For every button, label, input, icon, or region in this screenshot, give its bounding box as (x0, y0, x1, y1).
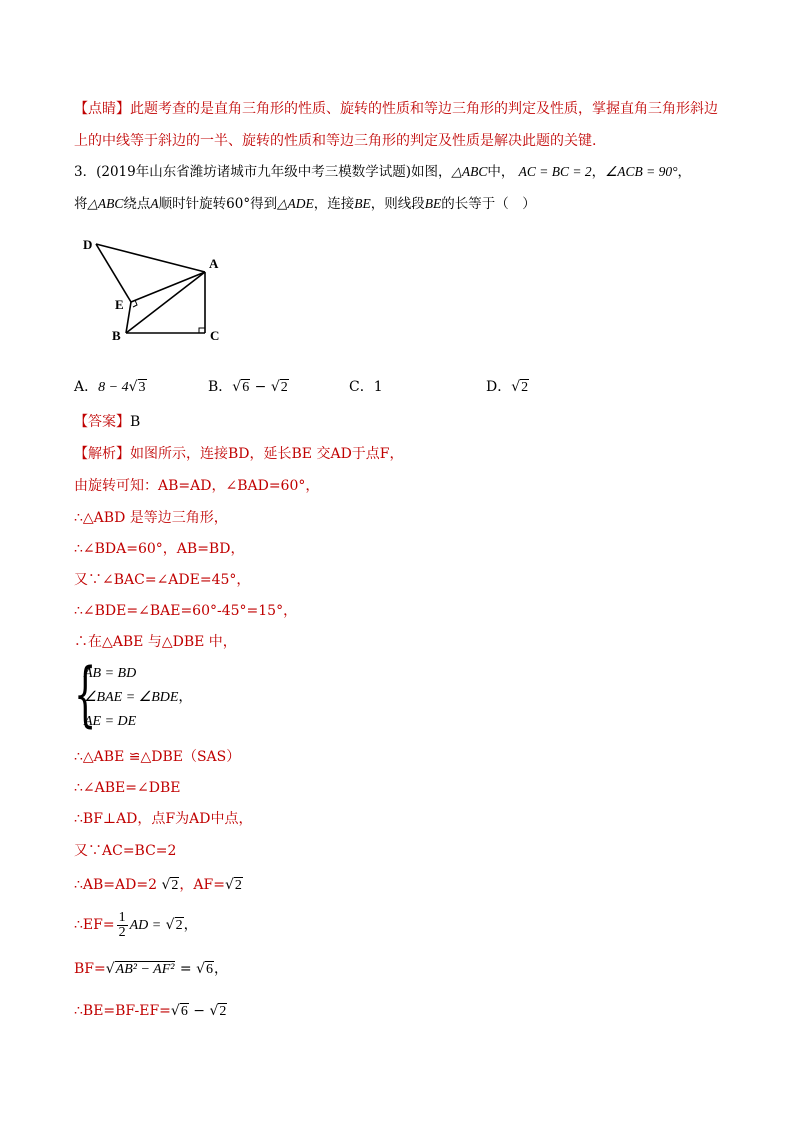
q2-c: 顺时针旋转 (158, 196, 227, 212)
option-b-letter: B． (208, 379, 233, 395)
ef-line-a: ∴EF= (74, 917, 115, 933)
bf-line-c: ， (214, 961, 229, 977)
ef-line-sqrt: √2 (165, 917, 183, 933)
q2-g: 的长等于（ ） (441, 196, 536, 212)
question-cond2: ∠ACB = 90° (605, 164, 678, 179)
be-line-rad: 6 (180, 1004, 188, 1019)
bf-line-sqrt2: √6 (196, 961, 214, 977)
dianjing-line2: 上的中线等于斜边的一半、旋转的性质和等边三角形的判定及性质是解决此题的关键. (74, 133, 597, 149)
label-c: C (210, 328, 220, 343)
option-a-sqrt: √3 (128, 379, 146, 395)
question-line2 (74, 195, 536, 213)
analysis-step-6: ∴在△ABE 与△DBE 中， (74, 634, 237, 650)
question-text-a: 如图， (410, 164, 452, 180)
bf-line-sqrt: √AB² − AF² (105, 961, 175, 977)
ef-line-b: AD = (129, 918, 162, 933)
segment-de (96, 244, 131, 302)
ef-fraction (117, 911, 128, 940)
option-d-letter: D． (486, 379, 512, 395)
q2-tri: △ABC (87, 196, 124, 211)
bf-line-rad2: 6 (206, 962, 214, 977)
question-line1 (74, 163, 691, 181)
label-a: A (209, 256, 219, 271)
ab-line-b: ，AF= (179, 877, 225, 893)
bf-line-b: = (175, 961, 197, 977)
be-line-rad2: 2 (219, 1004, 227, 1019)
analysis-step-4: 又∵∠BAC=∠ADE=45°， (74, 572, 251, 588)
dianjing-tag: 【点睛】 (74, 101, 130, 117)
option-b-rad2: 2 (280, 380, 288, 395)
option-b[interactable] (208, 378, 289, 397)
option-a-rad: 3 (138, 380, 146, 395)
option-a[interactable] (74, 378, 147, 397)
answer-value: B (130, 414, 141, 430)
analysis-tag: 【解析】 (74, 446, 130, 462)
ab-line-rad: 2 (171, 878, 179, 893)
bf-line-a: BF= (74, 961, 106, 977)
system-line-2 (84, 686, 192, 710)
option-c-text: 1 (373, 379, 383, 395)
option-d-rad: 2 (521, 380, 529, 395)
option-c[interactable] (349, 378, 383, 396)
label-b: B (112, 328, 121, 343)
analysis-step-9: ∴BF⊥AD，点F为AD中点， (74, 811, 253, 827)
ab-line-sqrt: √2 (161, 877, 179, 893)
option-b-sqrt1: √6 (232, 379, 250, 395)
segment-da (96, 244, 205, 272)
equation-system (74, 653, 234, 736)
option-b-rad1: 6 (242, 380, 250, 395)
system-line-3: AE = DE (84, 714, 137, 729)
analysis-step-7: ∴△ABE ≌△DBE（SAS） (74, 749, 241, 765)
q2-e: ，连接 (313, 196, 355, 212)
ef-line-c: ， (183, 917, 198, 933)
answer-tag: 【答案】 (74, 414, 130, 430)
system-lines (84, 662, 192, 734)
dianjing-text1: 此题考查的是直角三角形的性质、旋转的性质和等边三角形的判定及性质，掌握直角三角形斜边 (130, 101, 718, 117)
option-b-sqrt2: √2 (270, 379, 288, 395)
segment-ea (131, 272, 205, 302)
analysis-step-8: ∴∠ABE=∠DBE (74, 780, 181, 796)
question-number: 3． (74, 164, 97, 180)
q2-f: ，则线段 (370, 196, 425, 212)
ab-line-a: ∴AB=AD=2 (74, 877, 158, 893)
analysis-step-2: ∴△ABD 是等边三角形， (74, 510, 228, 526)
q2-tri2: △ADE (277, 196, 314, 211)
question-source: (2019年山东省潍坊诸城市九年级中考三模数学试题) (96, 164, 411, 180)
system-line-2-text: ∠BAE = ∠BDE (84, 690, 179, 705)
ef-den: 2 (118, 924, 126, 940)
analysis-bf-line (74, 960, 228, 979)
q2-b: 绕点 (123, 196, 151, 212)
q2-a: 将 (74, 196, 88, 212)
analysis-step-1: 由旋转可知：AB=AD，∠BAD=60°， (74, 478, 320, 494)
q2-d: 得到 (250, 196, 278, 212)
analysis-step-10: 又∵AC=BC=2 (74, 843, 177, 859)
ef-num: 1 (118, 909, 126, 925)
be-line-sqrt: √6 (170, 1003, 188, 1019)
dianjing-line1 (74, 100, 718, 118)
left-brace-icon: { (74, 653, 97, 735)
q2-angle: 60° (226, 196, 251, 212)
question-text-b: 中， (487, 164, 515, 180)
be-line-sqrt2: √2 (209, 1003, 227, 1019)
q2-be2: BE (424, 196, 442, 211)
be-line-minus: − (188, 1003, 210, 1019)
label-e: E (115, 297, 124, 312)
q2-pt: A (150, 196, 159, 211)
analysis-ab-line (74, 876, 243, 895)
be-line-a: ∴BE=BF-EF= (74, 1003, 171, 1019)
analysis-be-line (74, 1002, 227, 1021)
system-tail: ， (178, 690, 193, 705)
option-a-letter: A． (74, 379, 99, 395)
option-a-text: 8 − 4 (98, 380, 129, 395)
ab-line-sqrt2: √2 (224, 877, 242, 893)
geometry-figure (74, 232, 234, 347)
analysis-step-3: ∴∠BDA=60°，AB=BD， (74, 541, 245, 557)
bf-line-rad: AB² − AF² (115, 962, 175, 977)
option-b-minus: − (250, 379, 271, 395)
ef-line-rad: 2 (175, 918, 183, 933)
label-d: D (83, 237, 93, 252)
analysis-step-5: ∴∠BDE=∠BAE=60°-45°=15°， (74, 603, 298, 619)
segment-ba (126, 272, 205, 333)
option-c-letter: C． (349, 379, 374, 395)
segment-eb (126, 302, 131, 333)
analysis-ef-line (74, 910, 198, 941)
question-end: ， (677, 164, 692, 180)
q2-be: BE (354, 196, 371, 211)
answer-line (74, 413, 140, 431)
analysis-intro-text: 如图所示，连接BD，延长BE 交AD于点F， (130, 446, 404, 462)
option-d[interactable] (486, 378, 529, 397)
analysis-intro (74, 445, 404, 463)
option-d-sqrt: √2 (511, 379, 529, 395)
ab-line-rad2: 2 (234, 878, 242, 893)
question-sep: ， (591, 164, 606, 180)
question-cond1: AC = BC = 2 (518, 164, 592, 179)
question-tri-abc: △ABC (451, 164, 488, 179)
system-line-1: AB = BD (84, 666, 137, 681)
